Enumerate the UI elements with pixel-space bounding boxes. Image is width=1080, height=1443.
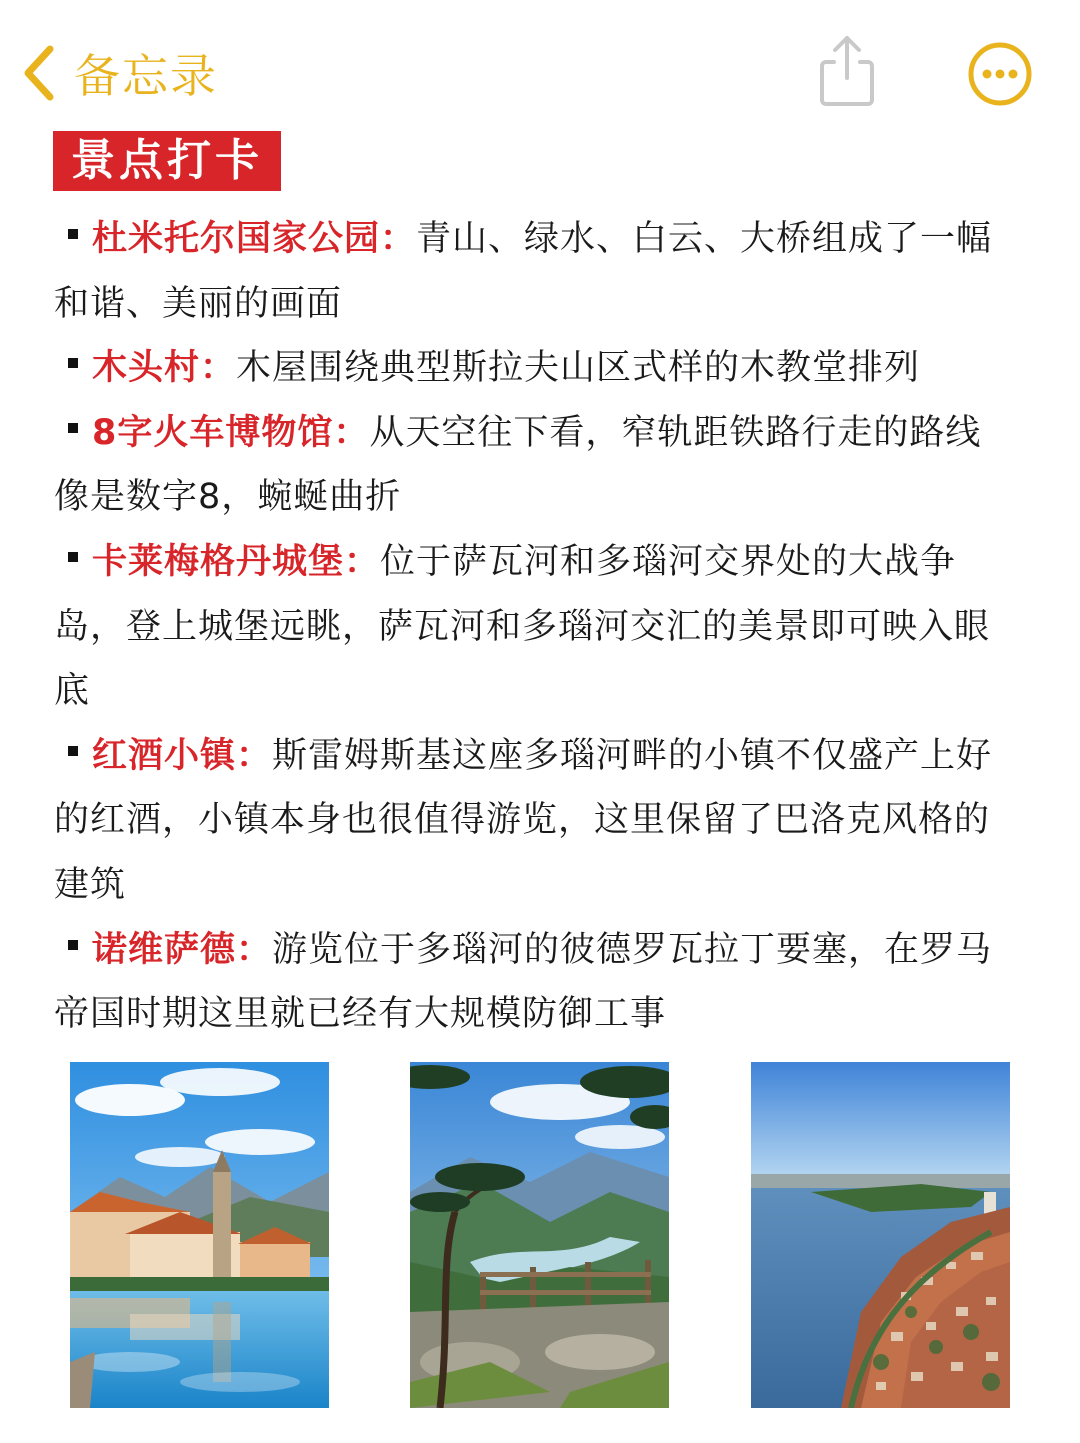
ellipsis-circle-icon <box>966 93 1034 112</box>
more-options-button[interactable] <box>966 40 1034 108</box>
attraction-description: 从天空往下看，窄轨距铁路行走的路线像是数字8，蜿蜒曲折 <box>54 412 982 518</box>
list-item <box>54 207 1016 336</box>
list-item <box>54 530 1016 724</box>
attraction-name: 木头村： <box>92 348 237 389</box>
attraction-name: 红酒小镇： <box>92 735 273 776</box>
list-item <box>54 918 1016 1047</box>
attraction-name: 杜米托尔国家公园： <box>92 219 417 259</box>
share-button[interactable] <box>812 32 882 108</box>
list-item <box>54 336 1016 401</box>
attraction-description: 位于萨瓦河和多瑙河交界处的大战争岛，登上城堡远眺，萨瓦河和多瑙河交汇的美景即可映入眼底 <box>54 541 991 712</box>
list-item <box>54 401 1016 530</box>
back-button[interactable] <box>20 38 218 108</box>
attraction-description: 木屋围绕典型斯拉夫山区式样的木教堂排列 <box>236 348 921 389</box>
attraction-name: 诺维萨德： <box>92 929 273 970</box>
attraction-description: 游览位于多瑙河的彼德罗瓦拉丁要塞，在罗马帝国时期这里就已经有大规模防御工事 <box>54 929 993 1035</box>
bullet-square-icon <box>68 746 78 756</box>
section-title: 景点打卡 <box>53 131 281 191</box>
note-body <box>54 207 1016 1047</box>
share-icon <box>812 93 882 112</box>
attraction-name: 卡莱梅格丹城堡： <box>92 541 381 582</box>
photo-mountain-lookout[interactable] <box>410 1062 669 1408</box>
chevron-left-icon <box>20 45 56 101</box>
bullet-square-icon <box>68 940 78 950</box>
bullet-square-icon <box>68 358 78 368</box>
bullet-square-icon <box>68 229 78 239</box>
nav-bar <box>0 0 1080 130</box>
attraction-name: 8字火车博物馆： <box>92 412 370 453</box>
photo-coastal-town[interactable] <box>70 1062 329 1408</box>
bullet-square-icon <box>68 552 78 562</box>
bullet-square-icon <box>68 423 78 433</box>
attraction-description: 斯雷姆斯基这座多瑙河畔的小镇不仅盛产上好的红酒，小镇本身也很值得游览，这里保留了巴洛克风格的建筑 <box>54 735 993 905</box>
photo-strip <box>0 1062 1080 1408</box>
attraction-description: 青山、绿水、白云、大桥组成了一幅和谐、美丽的画面 <box>54 219 993 324</box>
photo-aerial-city[interactable] <box>751 1062 1010 1408</box>
list-item <box>54 724 1016 918</box>
back-label: 备忘录 <box>74 49 218 103</box>
